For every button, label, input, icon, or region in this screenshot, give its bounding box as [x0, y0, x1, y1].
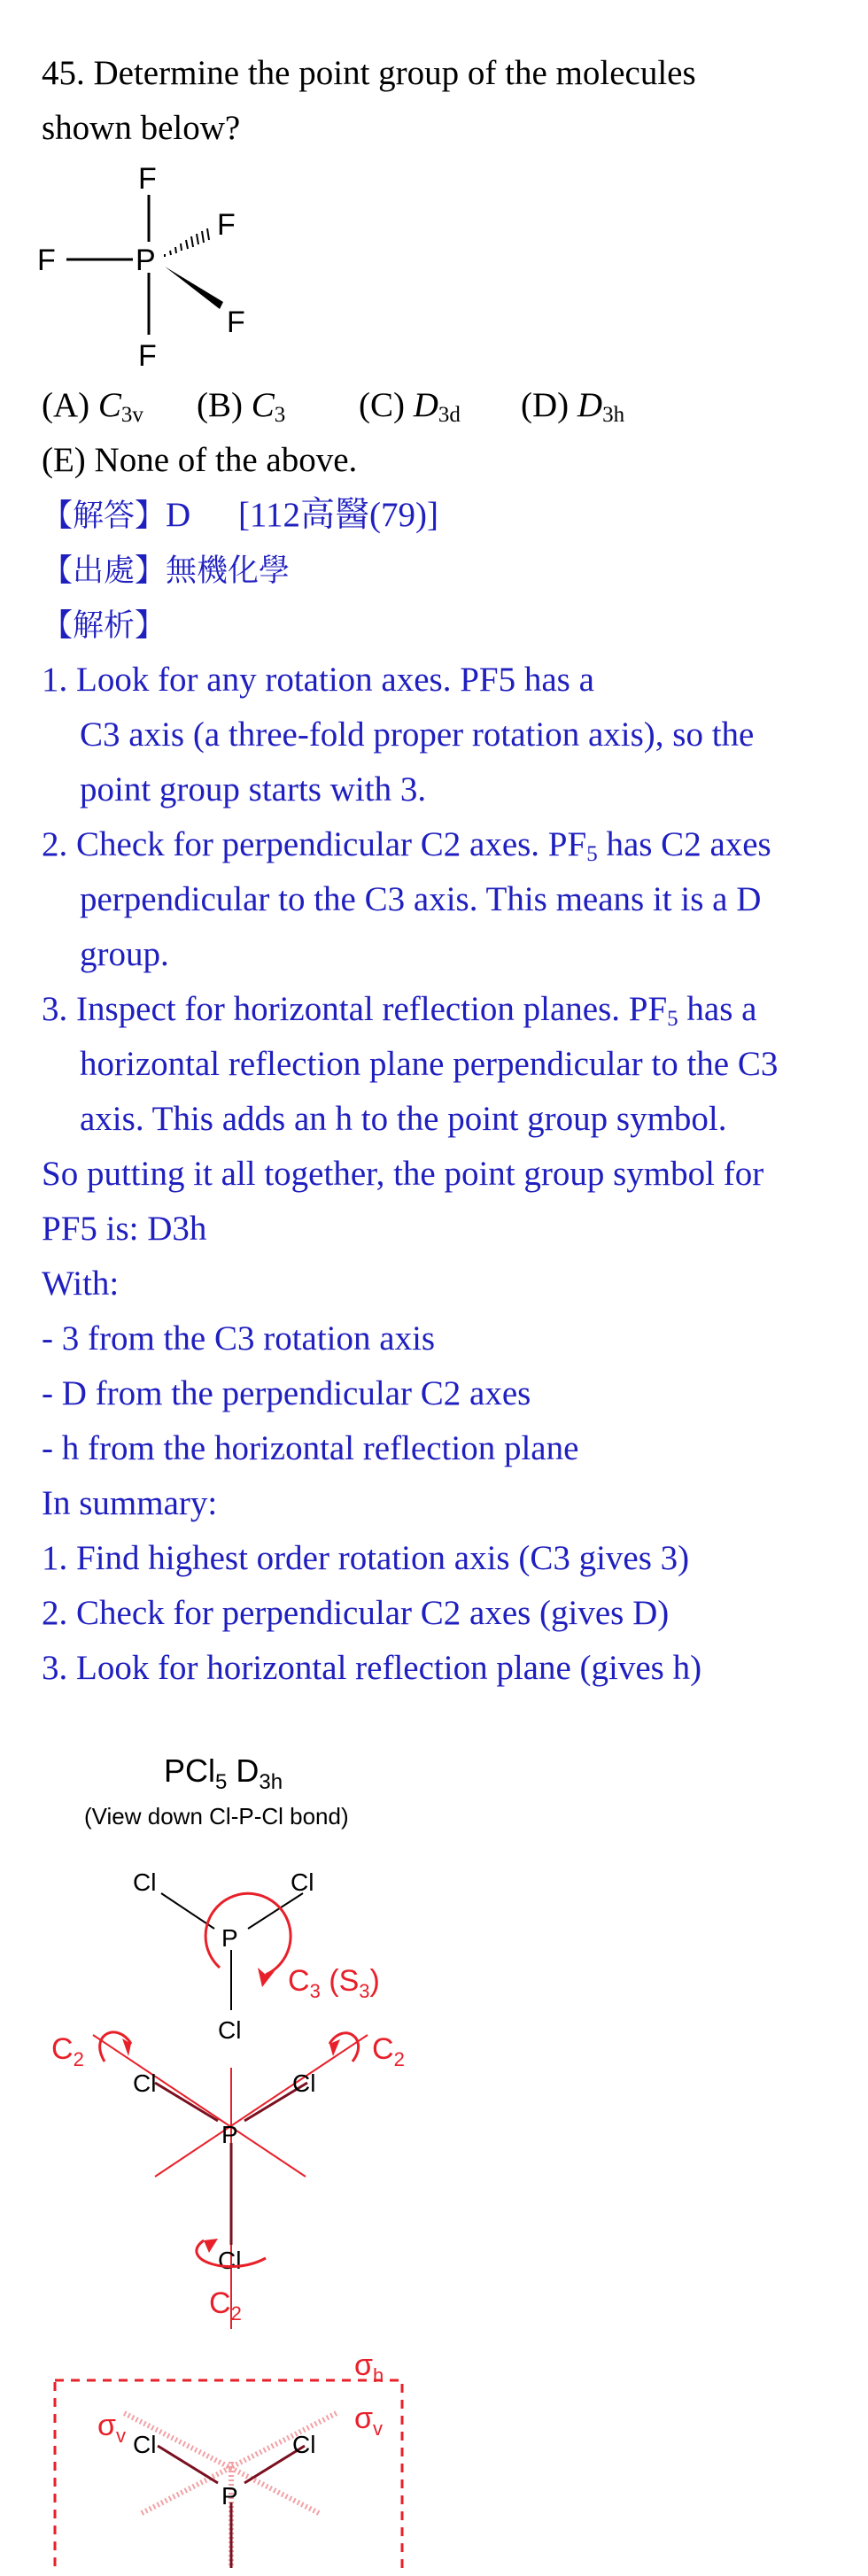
c3-label: $C_3$ $(S_3)$ — [288, 1964, 380, 2002]
step2-line2: perpendicular to the C3 axis. This means it is a D — [80, 880, 762, 918]
sigma-h-label: $\sigma_h$ — [354, 2348, 384, 2386]
cl-top-bottom: Cl — [218, 2016, 242, 2044]
pf5-atom-f-lower-right: F — [227, 306, 245, 339]
option-c: (C) $D_{3d}$ — [359, 386, 461, 427]
c2-label-left: $C_2$ — [51, 2032, 84, 2070]
c3-rotation-arrow — [205, 1893, 291, 1975]
c2-view — [51, 2032, 405, 2329]
step1-line3: point group starts with 3. — [80, 770, 427, 808]
cl-mid-right: Cl — [292, 2069, 316, 2097]
with-heading: With: — [42, 1265, 120, 1303]
answer-value: D — [166, 496, 191, 534]
p-mid: P — [221, 2121, 238, 2148]
origin-line — [42, 543, 290, 599]
option-b: (B) $C_3$ — [197, 386, 286, 427]
analysis-label: 【解析】 — [42, 608, 167, 644]
answer-label: 【解答】 — [42, 499, 167, 534]
figure-caption: (View down Cl-P-Cl bond) — [84, 1803, 349, 1830]
step2-line3: group. — [80, 935, 169, 973]
pf5-structure — [35, 155, 301, 376]
pcl5-symmetry-figure — [0, 1709, 868, 2568]
pf5-atom-f-bottom: F — [138, 339, 157, 373]
answer-line — [42, 488, 438, 544]
pf5-atom-p: P — [136, 244, 156, 277]
sigma-view — [55, 2348, 402, 2568]
answer-source: [112高醫(79)] — [237, 496, 438, 534]
p-bot: P — [221, 2482, 238, 2510]
summary-item-3: 3. Look for horizontal reflection plane (gives h) — [42, 1649, 702, 1687]
with-item-3: - h from the horizontal reflection plane — [42, 1429, 579, 1467]
cl-top-right: Cl — [291, 1868, 314, 1896]
pf5-atom-f-upper-right: F — [217, 208, 236, 242]
option-e: (E) None of the above. — [42, 441, 358, 479]
with-item-1: - 3 from the C3 rotation axis — [42, 1319, 436, 1358]
together-line2: PF5 is: D3h — [42, 1210, 207, 1248]
pf5-atom-f-top: F — [138, 162, 157, 196]
step1-line1: 1. Look for any rotation axes. PF5 has a — [42, 661, 594, 699]
cl-mid-bottom: Cl — [218, 2247, 242, 2274]
cl-bot-left: Cl — [133, 2431, 157, 2458]
summary-heading: In summary: — [42, 1484, 218, 1522]
cl-mid-left: Cl — [133, 2069, 157, 2097]
step3-line3: axis. This adds an h to the point group symbol. — [80, 1100, 727, 1138]
pf5-atom-f-left: F — [37, 244, 56, 277]
step2-line1: 2. Check for perpendicular C2 axes. $PF_5$ has C2 axes — [42, 825, 771, 866]
question-line-1: 45. Determine the point group of the molecules — [42, 54, 696, 92]
summary-item-1: 1. Find highest order rotation axis (C3 gives 3) — [42, 1539, 690, 1577]
step1-line2: C3 axis (a three-fold proper rotation axis), so the — [80, 716, 755, 754]
question-line-2: shown below? — [42, 109, 241, 147]
c2-label-bottom: $C_2$ — [209, 2286, 242, 2325]
summary-item-2: 2. Check for perpendicular C2 axes (gives D) — [42, 1594, 670, 1632]
option-d: (D) $D_{3h}$ — [521, 386, 625, 427]
figure-title: PCl$_5$ $D_{3h}$ — [164, 1752, 283, 1794]
step3-line2: horizontal reflection plane perpendicular to the C3 — [80, 1045, 779, 1083]
c2-label-right: $C_2$ — [372, 2032, 405, 2070]
sigma-v-label-top-right: $\sigma_v$ — [354, 2402, 383, 2440]
c3-view — [133, 1868, 380, 2044]
sigma-v-label-top-left: $\sigma_v$ — [97, 2409, 126, 2447]
origin-label: 【出處】 — [42, 553, 167, 589]
cl-top-left: Cl — [133, 1868, 157, 1896]
origin-value: 無機化學 — [166, 553, 291, 589]
with-item-2: - D from the perpendicular C2 axes — [42, 1374, 531, 1412]
together-line1: So putting it all together, the point group symbol for — [42, 1155, 764, 1193]
p-top: P — [221, 1924, 238, 1952]
option-a: (A) $C_{3v}$ — [42, 386, 143, 427]
step3-line1: 3. Inspect for horizontal reflection planes. $PF_5$ has a — [42, 990, 757, 1031]
cl-bot-right: Cl — [292, 2431, 316, 2458]
